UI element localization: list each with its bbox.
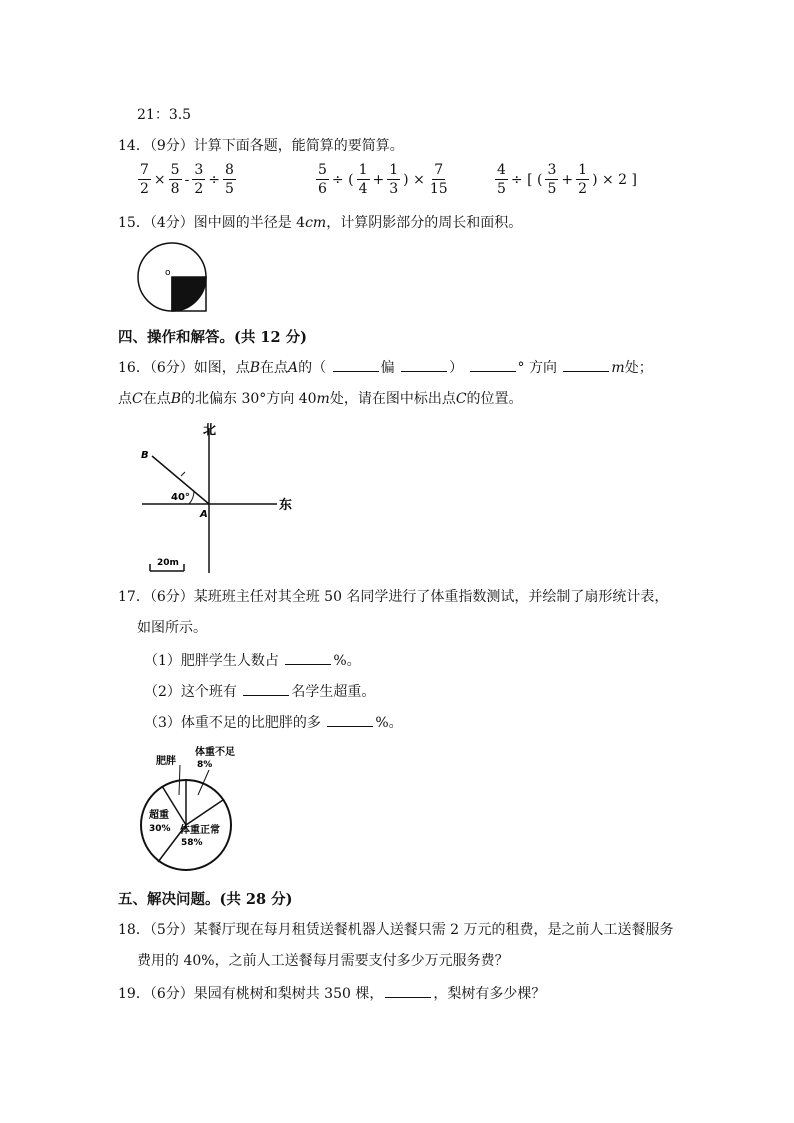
section-5-heading: 五、解决问题。(共 28 分) bbox=[118, 891, 293, 908]
q19-line: 19．（6分）果园有桃树和梨树共 350 棵， ，梨树有多少棵？ bbox=[118, 986, 546, 1002]
answer-blank[interactable] bbox=[563, 359, 609, 372]
pie-normal-label: 体重正常 bbox=[180, 825, 220, 836]
q17-sub-1: （1）肥胖学生人数占 %。 bbox=[144, 653, 361, 669]
pie-under-label: 体重不足 bbox=[195, 747, 235, 758]
answer-blank[interactable] bbox=[285, 652, 331, 665]
scale-label: 20m bbox=[157, 558, 179, 568]
pie-under-pct: 8% bbox=[197, 760, 213, 770]
q15-title: 15．（4分）图中圆的半径是 4cm，计算阴影部分的周长和面积。 bbox=[118, 215, 523, 231]
answer-blank[interactable] bbox=[327, 714, 373, 727]
pie-over-label: 超重 bbox=[149, 810, 169, 821]
circle-shaded-figure bbox=[137, 242, 211, 312]
center-label: o bbox=[165, 268, 171, 278]
pie-fat-label: 肥胖 bbox=[156, 756, 176, 767]
answer-blank[interactable] bbox=[401, 359, 447, 372]
q16-line-2: 点C在点B的北偏东 30°方向 40m处，请在图中标出点C的位置。 bbox=[118, 391, 523, 407]
direction-figure bbox=[137, 418, 297, 576]
q17-line-1: 17．（6分）某班班主任对其全班 50 名同学进行了体重指数测试，并绘制了扇形统计表， bbox=[118, 589, 669, 605]
q14-expression-3: $\frac{4}{5}$ ÷ [ ( $\frac{3}{5}$ + $\frac{1}{2}$ ) × 2 ] bbox=[497, 162, 637, 197]
q17-sub-2: （2）这个班有 名学生超重。 bbox=[144, 684, 376, 700]
ratio-line: 21：3.5 bbox=[137, 107, 192, 123]
angle-label: 40° bbox=[171, 492, 190, 503]
point-b-label: B bbox=[141, 450, 149, 461]
answer-blank[interactable] bbox=[333, 359, 379, 372]
answer-blank[interactable] bbox=[243, 683, 289, 696]
pie-over-pct: 30% bbox=[149, 824, 171, 834]
q14-expression-2: $\frac{5}{6}$ ÷ ( $\frac{1}{4}$ + $\frac{1}{3}$ ) × $\frac{7}{15}$ bbox=[318, 162, 448, 197]
answer-blank[interactable] bbox=[385, 985, 431, 998]
q17-line-2: 如图所示。 bbox=[137, 620, 207, 636]
pie-chart bbox=[138, 745, 238, 871]
east-label: 东 bbox=[279, 498, 293, 513]
point-a-label: A bbox=[200, 509, 208, 520]
q14-title: 14．（9分）计算下面各题，能简算的要简算。 bbox=[118, 138, 404, 154]
q17-sub-3: （3）体重不足的比肥胖的多 %。 bbox=[144, 715, 403, 731]
q18-line-1: 18．（5分）某餐厅现在每月租赁送餐机器人送餐只需 2 万元的租费，是之前人工送餐服务 bbox=[118, 922, 674, 938]
answer-blank[interactable] bbox=[470, 359, 516, 372]
north-label: 北 bbox=[203, 423, 217, 438]
q16-line-1: 16．（6分）如图，点B在点A的（ 偏 ） ° 方向 m处； bbox=[118, 360, 653, 376]
pie-normal-pct: 58% bbox=[181, 838, 203, 848]
q18-line-2: 费用的 40%，之前人工送餐每月需要支付多少万元服务费？ bbox=[137, 953, 509, 969]
q14-expression-1: $\frac{7}{2}$ × $\frac{5}{8}$ - $\frac{3}{2}$ ÷ $\frac{8}{5}$ bbox=[140, 162, 234, 197]
section-4-heading: 四、操作和解答。(共 12 分) bbox=[118, 329, 307, 346]
